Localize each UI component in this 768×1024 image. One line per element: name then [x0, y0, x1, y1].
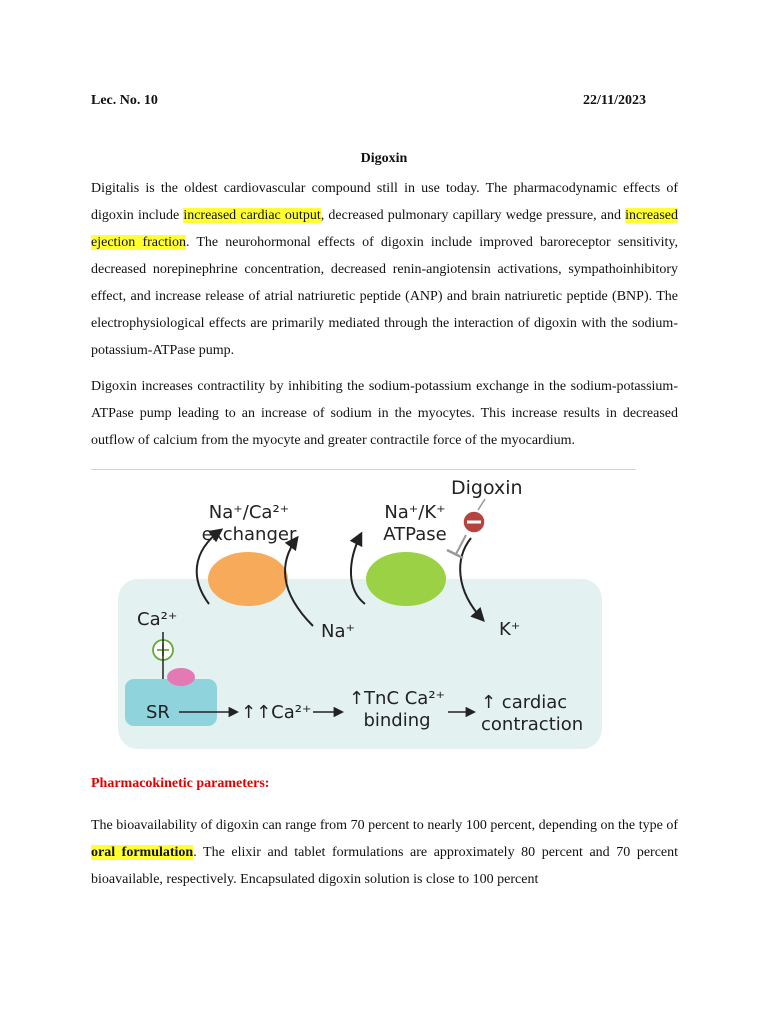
exchanger-ion-label: Na⁺/Ca²⁺ [208, 502, 290, 523]
lecture-date: 22/11/2023 [582, 93, 646, 108]
paragraph-text: , decreased pulmonary capillary wedge pressure, and [320, 208, 626, 223]
digoxin-label: Digoxin [451, 477, 523, 499]
sr-dot [167, 668, 195, 686]
na-out-label: Na⁺ [321, 621, 355, 642]
section-heading-pharmacokinetics: Pharmacokinetic parameters: [91, 776, 270, 791]
k-out-label: K⁺ [499, 619, 521, 640]
paragraph-text: Digitalis is the oldest cardiovascular compound still in use today. The pharmacodynamic effects of digoxin include [91, 181, 678, 223]
inhibitor-minus-icon [467, 521, 481, 524]
cardiac-contraction-label: ↑ cardiac [481, 692, 568, 713]
atpase-name-label: ATPase [383, 524, 447, 545]
lecture-number: Lec. No. 10 [91, 93, 158, 108]
tnc-binding-label-2: binding [363, 710, 431, 731]
page-title: Digoxin [360, 151, 408, 166]
cardiac-contraction-label-2: contraction [481, 714, 584, 735]
tnc-binding-label: ↑TnC Ca²⁺ [348, 688, 446, 709]
paragraph-pharmacodynamics [91, 175, 678, 364]
sr-label: SR [146, 702, 170, 723]
document-header [91, 93, 646, 113]
ca-rise-label: ↑↑Ca²⁺ [241, 702, 312, 723]
inhibition-line [456, 535, 466, 554]
exchanger-oval [208, 552, 288, 606]
inhibition-bar [447, 550, 463, 558]
paragraph-text: The bioavailability of digoxin can range from 70 percent to nearly 100 percent, depending on the type of [91, 818, 678, 833]
highlight-ejection-fraction: increased ejection fraction [91, 208, 678, 250]
highlight-oral-formulation: oral formulation [91, 845, 194, 860]
drug-to-inhibitor-line [478, 499, 485, 510]
highlight-cardiac-output: increased cardiac output [183, 208, 321, 223]
paragraph-contractility: Digoxin increases contractility by inhibiting the sodium-potassium exchange in the sodium-potassium-ATPase pump leading to an increase of sodium in the myocytes. This increase results in decreased outflow of calcium from the myocyte and greater contractile force of the myocardium. [91, 379, 678, 448]
atpase-ion-label: Na⁺/K⁺ [384, 502, 446, 523]
paragraph-text: . The elixir and tablet formulations are approximately 80 percent and 70 percent bioavailable, respectively. Encapsulated digoxin solution is close to 100 percent [91, 845, 679, 887]
paragraph-text: . The neurohormonal effects of digoxin include improved baroreceptor sensitivity, decreased norepinephrine concentration, decreased renin-angiotensin activations, sympathoinhibitory effect, and increase release of atrial natriuretic peptide (ANP) and brain natriuretic peptide (BNP). The electrophysiological effects are primarily mediated through the interaction of digoxin with the sodium-potassium-ATPase pump. [91, 235, 679, 358]
paragraph-bioavailability [91, 812, 678, 893]
divider [91, 469, 636, 470]
ca-in-label: Ca²⁺ [137, 609, 178, 630]
digoxin-mechanism-diagram [91, 472, 636, 762]
sr-box [125, 679, 217, 726]
atpase-oval [366, 552, 446, 606]
exchanger-name-label: exchanger [201, 524, 297, 545]
